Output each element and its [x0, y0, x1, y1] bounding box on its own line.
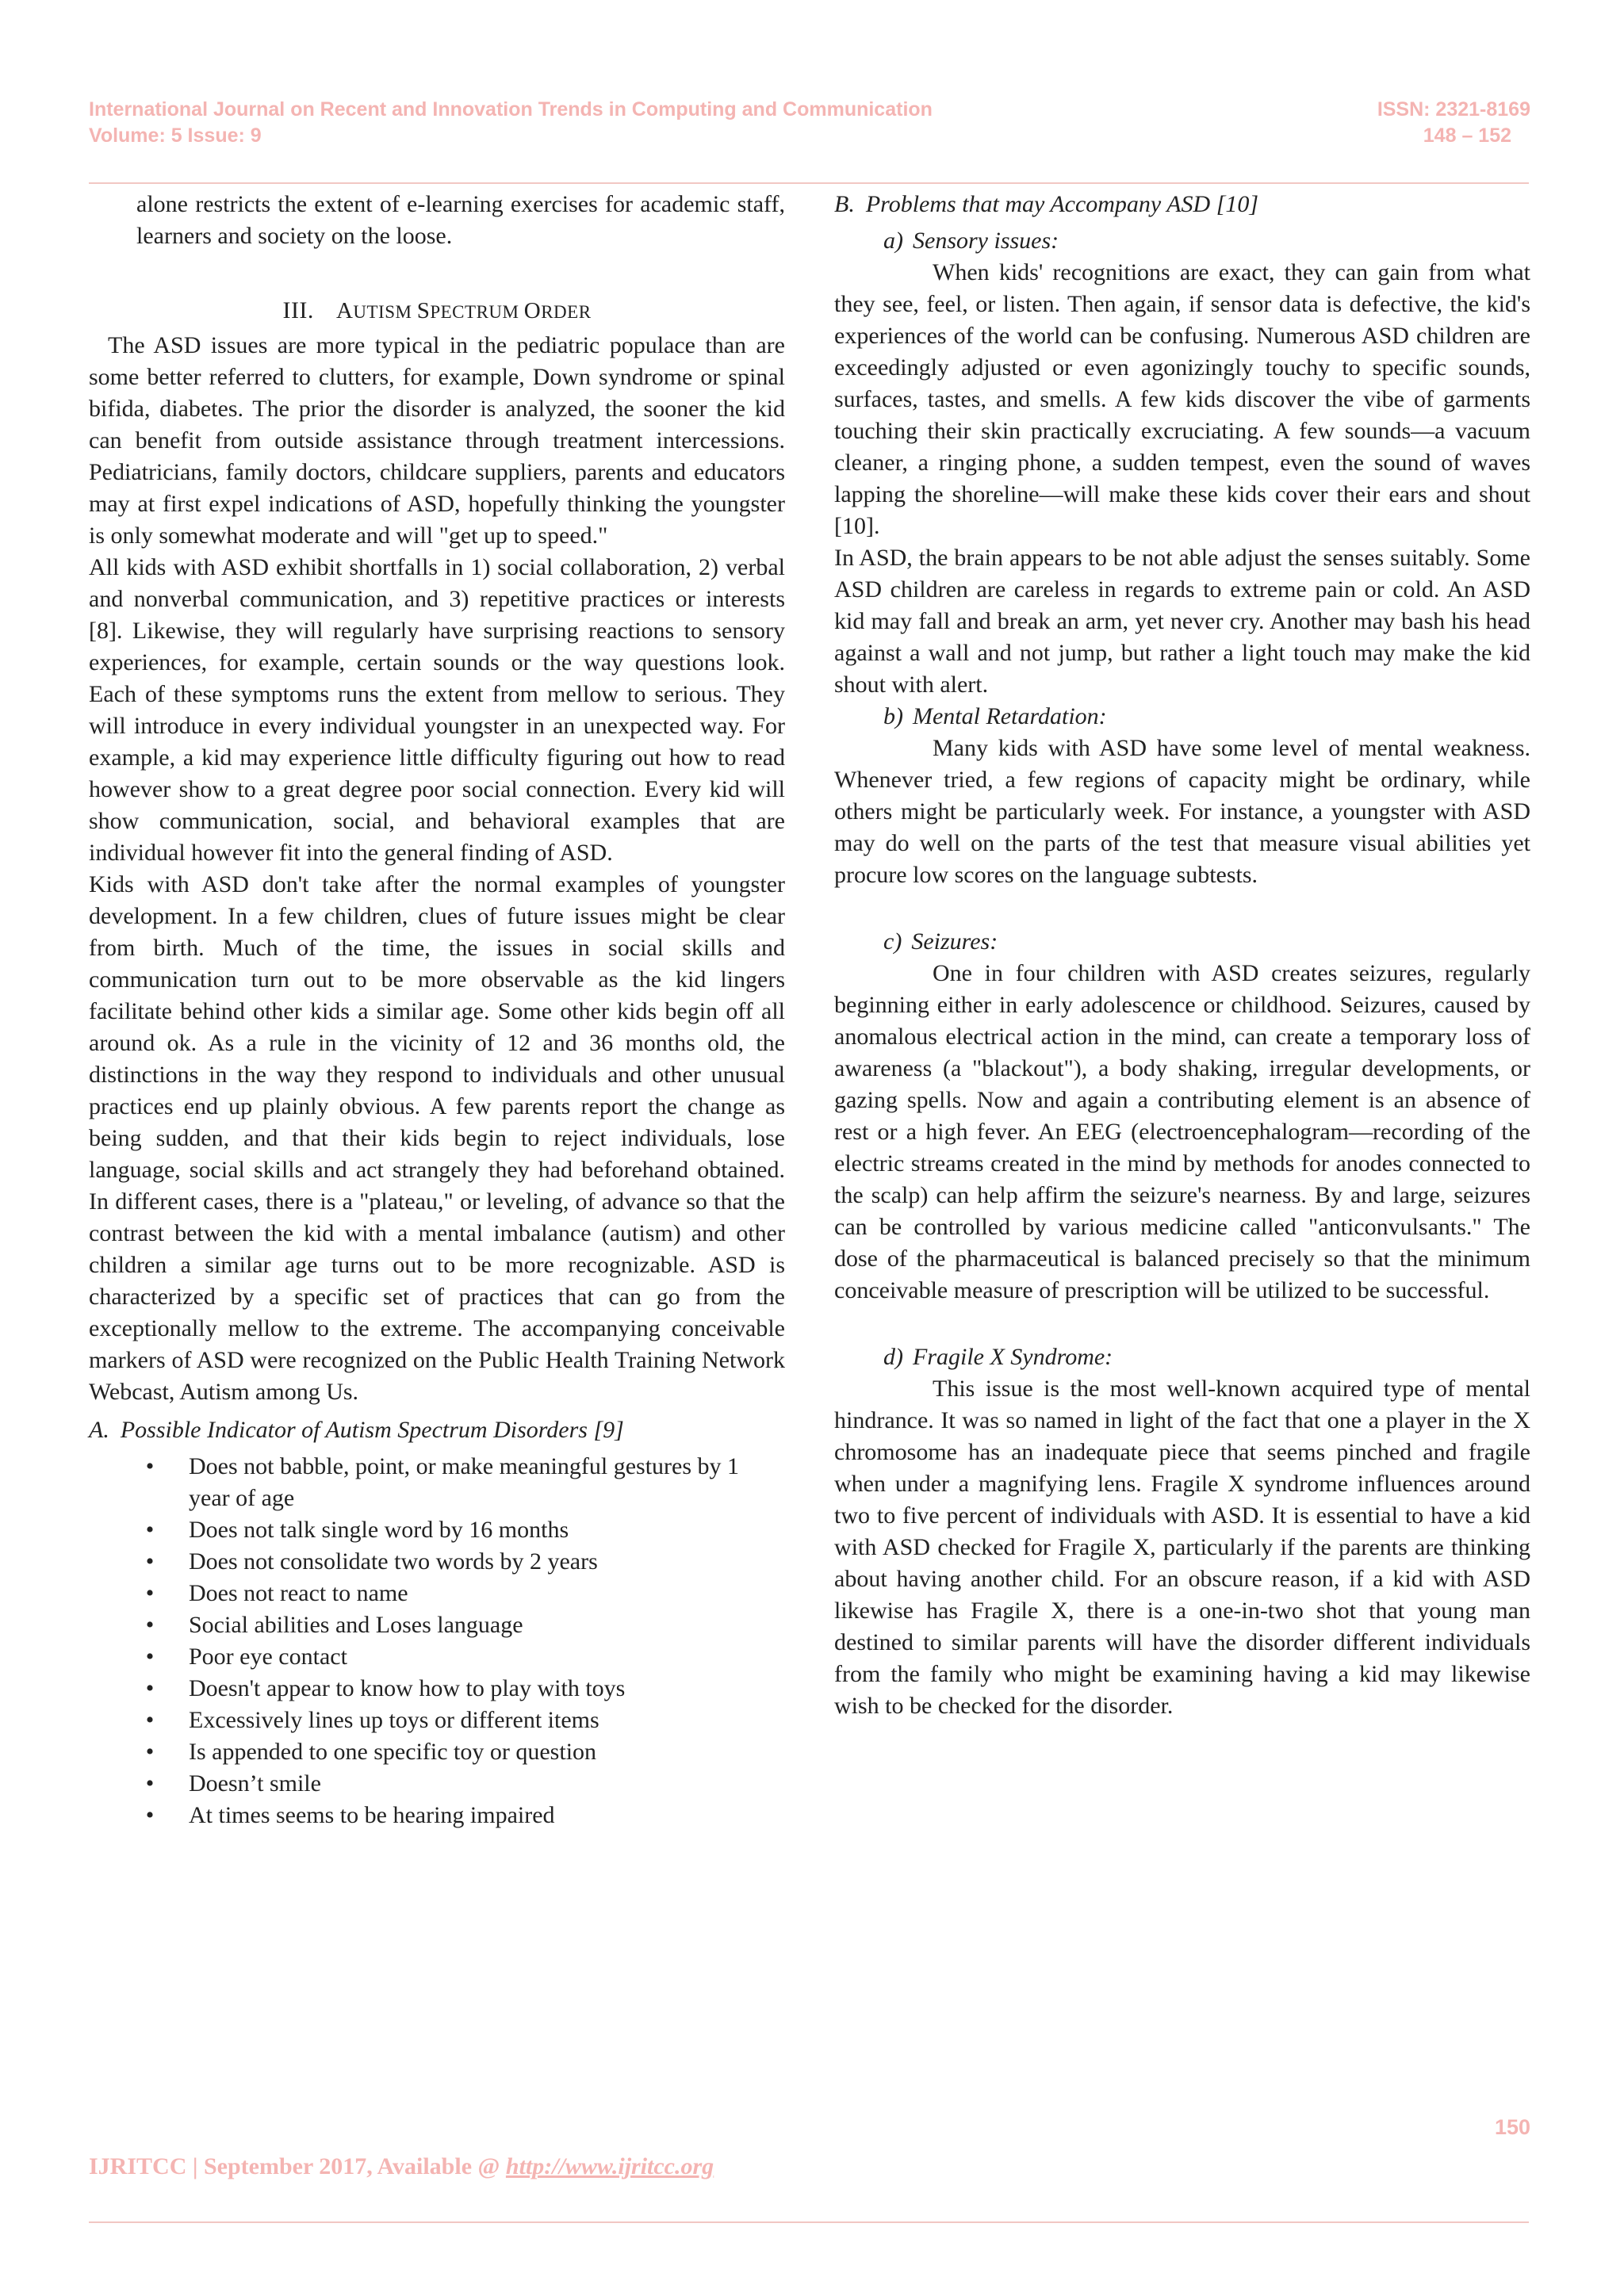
subheading-fragile-x — [834, 1341, 1530, 1373]
list-item-text: At times seems to be hearing impaired — [189, 1802, 555, 1828]
list-item — [138, 1641, 785, 1673]
footer-divider — [89, 2221, 1529, 2223]
bullet-icon: • — [145, 1739, 155, 1765]
section-title-part: S — [416, 298, 431, 323]
subheading-label: d) — [883, 1344, 903, 1370]
section-title-part: A — [335, 298, 354, 323]
list-item — [138, 1578, 785, 1609]
list-item-text: Does not babble, point, or make meaningful gestures by 1 year of age — [189, 1453, 740, 1511]
subheading-title: Sensory issues: — [913, 228, 1059, 254]
bullet-icon: • — [145, 1770, 155, 1797]
list-item-text: Doesn’t smile — [189, 1770, 321, 1797]
list-item — [138, 1736, 785, 1768]
list-item-text: Poor eye contact — [189, 1644, 347, 1670]
bullet-icon: • — [145, 1707, 155, 1733]
subheading-label: a) — [883, 228, 903, 254]
body-paragraph: When kids' recognitions are exact, they can gain from what they see, feel, or listen. Then again, if sensor data is defective, the kid's experiences of the world can be confusing. Numerous ASD children are exceedingly adjusted or even agonizingly touchy to specific sounds, surfaces, tastes, and smells. A few kids discover the vibe of garments touching their skin practically excruciating. A few sounds—a vacuum cleaner, a ringing phone, a sudden tempest, even the sound of waves lapping the shoreline—will make these kids cover their ears and shout [10]. — [834, 259, 1530, 539]
list-item-text: Social abilities and Loses language — [189, 1612, 523, 1638]
list-item — [138, 1768, 785, 1800]
subheading-sensory — [834, 225, 1530, 257]
body-paragraph: The ASD issues are more typical in the pediatric populace than are some better referred to clutters, for example, Down syndrome or spinal bifida, diabetes. The prior the disorder is analyzed, the sooner the kid can benefit from outside assistance through treatment intercessions. Pediatricians, family doctors, childcare suppliers, parents and educators may at first expel indications of ASD, hopefully thinking the youngster is only somewhat moderate and will "get up to speed." — [89, 332, 785, 549]
footer-link[interactable]: http://www.ijritcc.org — [505, 2153, 714, 2179]
subsection-label: B. — [834, 191, 855, 217]
continuation-paragraph: alone restricts the extent of e-learning exercises for academic staff, learners and society on the loose. — [136, 191, 785, 249]
subsection-title: Possible Indicator of Autism Spectrum Disorders [9] — [120, 1417, 624, 1443]
body-paragraph: In ASD, the brain appears to be not able adjust the senses suitably. Some ASD children are careless in regards to extreme pain or cold. An ASD kid may fall and break an arm, yet never cry. Another may bash his head against a wall and not jump, but rather a light touch may make the kid shout with alert. — [834, 545, 1530, 698]
section-heading — [89, 295, 785, 328]
section-title-part: O — [523, 298, 542, 323]
bullet-icon: • — [145, 1612, 155, 1638]
journal-title: International Journal on Recent and Innovation Trends in Computing and Communication — [89, 98, 933, 121]
subheading-seizures — [834, 926, 1530, 958]
issn: ISSN: 2321-8169 — [1377, 98, 1530, 121]
subheading-title: Seizures: — [911, 928, 998, 955]
body-paragraph: Many kids with ASD have some level of mental weakness. Whenever tried, a few regions of capacity might be ordinary, while others might be particularly week. For instance, a youngster with ASD may do well on the parts of the test that measure visual abilities yet procure low scores on the language subtests. — [834, 735, 1530, 888]
list-item — [138, 1800, 785, 1831]
list-item-text: Doesn't appear to know how to play with toys — [189, 1675, 626, 1701]
list-item — [138, 1546, 785, 1578]
page-number: 150 — [1494, 2115, 1530, 2139]
list-item — [138, 1609, 785, 1641]
bullet-icon: • — [145, 1517, 155, 1543]
list-item-text: Is appended to one specific toy or question — [189, 1739, 597, 1765]
running-header-right — [1316, 97, 1530, 149]
page-range: 148 – 152 — [1423, 124, 1511, 147]
bullet-icon: • — [145, 1453, 155, 1479]
body-paragraph: All kids with ASD exhibit shortfalls in 1) social collaboration, 2) verbal and nonverbal communication, and 3) repetitive practices or interests [8]. Likewise, they will regularly have surprising reactions to sensory experiences, for example, certain sounds or the way questions look. Each of these symptoms runs the extent from mellow to serious. They will introduce in every individual youngster in an unexpected way. For example, a kid may experience little difficulty figuring out how to read however show to a great degree poor social connection. Every kid will show communication, social, and behavioral examples that are individual however fit into the general finding of ASD. — [89, 554, 785, 866]
subheading-mental — [834, 701, 1530, 733]
subsection-heading-b — [834, 189, 1530, 220]
bullet-icon: • — [145, 1675, 155, 1701]
right-column — [834, 189, 1530, 1722]
subheading-title: Mental Retardation: — [913, 703, 1107, 729]
subheading-label: b) — [883, 703, 903, 729]
spacer — [834, 1307, 1530, 1341]
list-item-text: Does not react to name — [189, 1580, 408, 1606]
bullet-icon: • — [145, 1644, 155, 1670]
body-paragraph: One in four children with ASD creates seizures, regularly beginning either in early adolescence or childhood. Seizures, caused by anomalous electrical action in the mind, can create a temporary loss of awareness (a "blackout"), a body shaking, irregular developments, or gazing spells. Now and again a contributing element is an absence of rest or a high fever. An EEG (electroencephalogram—recording of the electric streams created in the mind by methods for anodes connected to the scalp) can help affirm the seizure's nearness. By and large, seizures can be controlled by various medicine called "anticonvulsants." The dose of the pharmaceutical is balanced precisely so that the minimum conceivable measure of prescription will be utilized to be successful. — [834, 960, 1530, 1303]
list-item — [138, 1514, 785, 1546]
footer — [89, 2153, 714, 2180]
indicator-list — [89, 1451, 785, 1831]
list-item-text: Does not talk single word by 16 months — [189, 1517, 569, 1543]
footer-text: IJRITCC | September 2017, Available @ — [89, 2153, 506, 2179]
section-title-part: UTISM — [353, 302, 417, 322]
spacer — [834, 891, 1530, 926]
running-header-left — [89, 97, 1120, 149]
list-item — [138, 1673, 785, 1705]
list-item-text: Does not consolidate two words by 2 years — [189, 1548, 598, 1575]
bullet-icon: • — [145, 1802, 155, 1828]
list-item — [138, 1705, 785, 1736]
list-item — [138, 1451, 785, 1514]
left-column — [89, 189, 785, 1831]
body-paragraph: This issue is the most well-known acquired type of mental hindrance. It was so named in light of the fact that one a player in the X chromosome has an inadequate piece that seems pinched and fragile when under a magnifying lens. Fragile X syndrome influences around two to five percent of individuals with ASD. It is essential to have a kid with ASD checked for Fragile X, particularly if the parents are thinking about having another child. For an obscure reason, if a kid with ASD likewise has Fragile X, there is a one-in-two shot that young man destined to similar parents will have the disorder different individuals from the family who might be examining having a kid may likewise wish to be checked for the disorder. — [834, 1376, 1530, 1719]
bullet-icon: • — [145, 1548, 155, 1575]
section-number: III. — [282, 297, 314, 323]
subheading-label: c) — [883, 928, 902, 955]
subsection-heading-a — [89, 1414, 785, 1446]
subheading-title: Fragile X Syndrome: — [913, 1344, 1113, 1370]
section-title-part: RDER — [541, 302, 592, 322]
list-item-text: Excessively lines up toys or different items — [189, 1707, 599, 1733]
section-title-part: PECTRUM — [430, 302, 524, 322]
header-divider — [89, 182, 1529, 184]
subsection-title: Problems that may Accompany ASD [10] — [865, 191, 1259, 217]
bullet-icon: • — [145, 1580, 155, 1606]
volume-issue: Volume: 5 Issue: 9 — [89, 124, 262, 147]
subsection-label: A. — [89, 1417, 109, 1443]
body-paragraph: Kids with ASD don't take after the normal examples of youngster development. In a few children, clues of future issues might be clear from birth. Much of the time, the issues in social skills and communication turn out to be more observable as the kid lingers facilitate behind other kids a similar age. Some other kids begin off all around ok. As a rule in the vicinity of 12 and 36 months old, the distinctions in the way they respond to individuals and other unusual practices end up plainly obvious. A few parents report the change as being sudden, and that their kids begin to reject individuals, lose language, social skills and act strangely they had beforehand obtained. In different cases, there is a "plateau," or leveling, of advance so that the contrast between the kid with a mental imbalance (autism) and other children a similar age turns out to be more recognizable. ASD is characterized by a specific set of practices that can go from the exceptionally mellow to the extreme. The accompanying conceivable markers of ASD were recognized on the Public Health Training Network Webcast, Autism among Us. — [89, 871, 785, 1405]
